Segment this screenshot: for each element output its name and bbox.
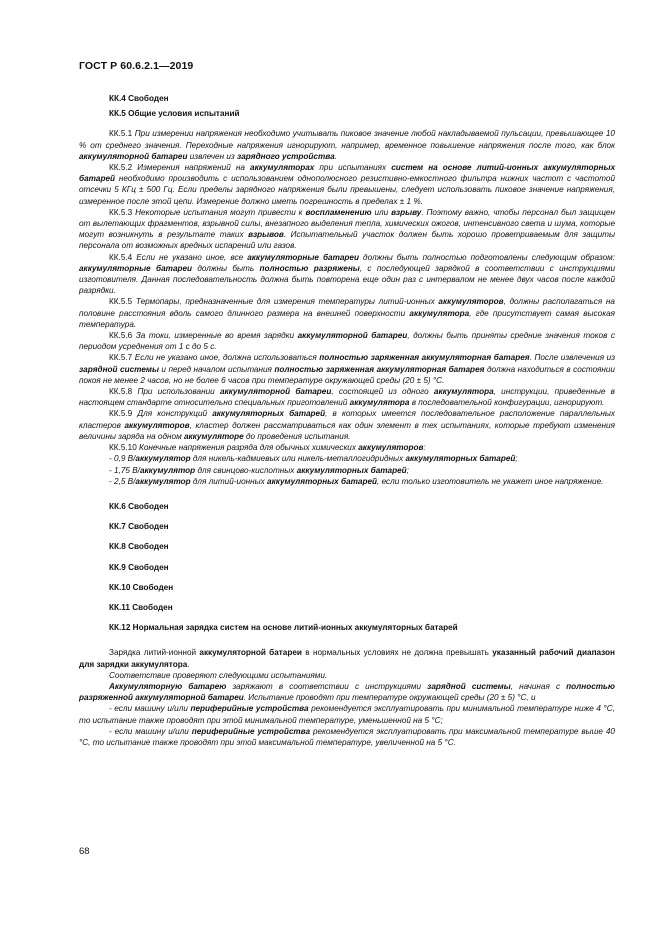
para-text: Зарядка литий-ионной [109, 648, 200, 658]
term: Аккумуляторную батарею [109, 681, 227, 691]
clause-kk5-3 [79, 207, 615, 252]
term: аккумулятор [135, 476, 191, 486]
term-charger: зарядного устройства [237, 151, 335, 161]
term: аккумуляторе [183, 431, 244, 441]
clause-kk5-7 [79, 352, 615, 386]
clause-text: . После извлечения из [529, 353, 615, 363]
list-text: рекомендуется эксплуатировать при максимальной температуре выше 40 °С, то испытание также проводят при этой максимальной температуре, увеличенной на 5 °С. [79, 726, 615, 747]
list-text: - 0,9 В/ [109, 454, 136, 464]
term: аккумулятора [433, 387, 494, 397]
clause-kk5-4 [79, 252, 615, 297]
clause-number: КК.5.4 [109, 252, 137, 262]
clause-text: извлечен из [187, 151, 238, 161]
clause-text: . Испытательный участок должен быть хорошо проветриваемым для защиты персонала от возможных вредных испарений или газов. [79, 230, 616, 251]
clause-number: КК.5.7 [109, 353, 135, 363]
term-battery: аккумуляторной батареи [79, 151, 188, 161]
clause-text: , с последующей зарядкой в соответствии с инструкциями изготовителя. Данная последовательность должна быть повторена еще один раз с интервалом не менее двух часов после каждой разрядки. [79, 263, 616, 296]
clause-text: , состоящей из одного [331, 387, 434, 397]
clause-text: необходимо производить с использованием однополюсного резистивно-емкостного фильтра нижних частот с частотой отсечки 5 КГц ± 500 Гц. Если пределы зарядного напряжения были превышены, следует использовать пиковое значение напряжения, измеренное после этой цепи. Измерение должно иметь погрешность в пределах ± 1 %. [79, 174, 615, 206]
list-text: для литий-ионных [190, 476, 268, 486]
term: аккумуляторные батареи [79, 263, 193, 273]
voltage-list-item-lead-acid [79, 465, 615, 476]
clause-number: КК.5.8 [109, 387, 138, 397]
section-kk10-title: КК.10 Свободен [109, 582, 174, 592]
standard-header: ГОСТ Р 60.6.2.1—2019 [79, 60, 194, 72]
term: полностью заряженная аккумуляторная батарея [274, 364, 485, 374]
section-kk8-title: КК.8 Свободен [109, 542, 169, 552]
term: аккумуляторов [124, 420, 190, 430]
clause-text: . [334, 151, 337, 161]
clause-text: Если не указано иное, должна использоваться [134, 353, 320, 363]
term: периферийные устройства [191, 726, 311, 736]
clause-text: или [371, 207, 392, 217]
document-body [79, 93, 615, 748]
clause-text: , где присутствует самая высокая температура. [79, 308, 615, 329]
term: аккумулятор [139, 465, 196, 475]
list-text: - если машину и/или [109, 726, 192, 736]
clause-number: КК.5.6 [109, 331, 136, 341]
list-text: рекомендуется эксплуатировать при минимальной температуре ниже 4 °С, то испытание также проводят при этой минимальной температуре, уменьшенной на 5 °С; [79, 704, 615, 725]
term: полностью разряжены [259, 263, 360, 273]
clause-number: КК.5.2 [109, 163, 138, 173]
voltage-list-item-li-ion [79, 476, 615, 487]
clause-text: За токи, измеренные во время зарядки [135, 331, 298, 341]
term: аккумуляторов [438, 297, 504, 307]
clause-text: , в которых имеется последовательное расположение параллельных кластеров [79, 409, 615, 430]
section-kk9-title: КК.9 Свободен [109, 562, 169, 572]
clause-number: КК.5.10 [109, 443, 140, 453]
para-text: заряжают в соответствии с инструкциями [226, 681, 428, 691]
clause-text: и перед началом испытания [158, 364, 275, 374]
term: аккумуляторах [250, 163, 315, 173]
clause-text: должны быть полностью подготовлены следующим образом: [358, 252, 616, 262]
kk12-list-item-max-temp [79, 726, 615, 748]
kk12-paragraph-3 [79, 681, 615, 703]
clause-kk5-9 [79, 408, 615, 442]
page-number: 68 [79, 846, 90, 857]
para-text: в нормальных условиях не должна превышать [301, 648, 493, 658]
list-text: , если только изготовитель не укажет иное напряжение. [377, 476, 604, 486]
term: аккумуляторных батарей [405, 454, 516, 464]
term: зарядной системы [427, 681, 511, 691]
kk12-compliance-note: Соответствие проверяют следующими испытаниями. [109, 670, 328, 680]
para-text: , начиная с [510, 681, 567, 691]
clause-kk5-5 [79, 296, 615, 330]
term: аккумуляторные батареи [247, 252, 359, 262]
clause-text: Конечные напряжения разряда для обычных химических [139, 443, 359, 453]
voltage-list-item-nicd [79, 453, 615, 464]
list-text: - 1,75 В/ [109, 465, 140, 475]
term: аккумуляторных батарей [212, 409, 326, 419]
clause-text: до проведения испытания. [243, 431, 351, 441]
list-text: - если машину и/или [109, 704, 191, 714]
clause-text: Некоторые испытания могут привести к [135, 207, 306, 217]
para-text: . Испытание проводят при температуре окружающей среды (20 ± 5) °С, и [243, 693, 536, 703]
term: аккумуляторной батареи [199, 648, 302, 658]
list-text: - 2,5 В/ [109, 476, 136, 486]
clause-text: , должны быть приняты средние значения токов с периодом усреднения от 1 с до 5 с. [79, 331, 615, 352]
term: систем на основе литий-ионных аккумуляторных батарей [79, 163, 615, 184]
clause-text: . Поэтому важно, чтобы персонал был защищен от вылетающих фрагментов, взрывной силы, внезапного выделения тепла, химических ожогов, интенсивного света и шума, которые могут возникнуть в результате таких [79, 207, 615, 240]
clause-text: При измерении напряжения необходимо учитывать пиковое значение любой накладываемой пульсации, превышающее 10 % от среднего значения. Переходные напряжения игнорируют, например, временное повышение напряжения после того, как блок [79, 129, 615, 150]
term: аккумуляторных батарей [296, 465, 407, 475]
list-text: ; [515, 454, 518, 464]
term: зарядной системы [79, 364, 159, 374]
section-kk4-title: КК.4 Свободен [109, 94, 169, 103]
kk12-list-item-min-temp [79, 703, 615, 725]
term: аккумуляторной батареи [297, 331, 408, 341]
clause-text: должна находиться в состоянии покоя не менее 2 часов, но не более 6 часов при температуре окружающей среды (20 ± 5) °С. [79, 364, 615, 385]
term: полностью разряженной аккумуляторной батареи [79, 681, 615, 703]
clause-text: должны быть [192, 263, 260, 273]
section-kk5-title: КК.5 Общие условия испытаний [109, 109, 240, 119]
term: периферийные устройства [190, 704, 309, 714]
clause-text: , инструкции, приведенные в настоящем стандарте относительно специальных приготовлений [79, 387, 615, 408]
term: аккумуляторных батарей [267, 476, 378, 486]
term: аккумуляторов [358, 443, 424, 453]
term: аккумулятора [349, 398, 410, 408]
clause-text: в последовательной конфигурации, игнорируют. [409, 398, 605, 408]
section-kk12-title: КК.12 Нормальная зарядка систем на основе литий-ионных аккумуляторных батарей [109, 623, 458, 633]
section-kk6-title: КК.6 Свободен [109, 501, 169, 511]
section-kk7-title: КК.7 Свободен [109, 522, 169, 532]
clause-text: : [423, 443, 426, 453]
clause-number: КК.5.9 [109, 409, 138, 419]
clause-number: КК.5.3 [109, 207, 136, 217]
para-text: . [187, 659, 190, 669]
clause-text: , кластер должен рассматриваться как один элемент в тех испытаниях, которые требуют изменения величины заряда на одном [79, 420, 615, 441]
clause-text: Если не указано иное, все [136, 252, 248, 262]
clause-text: Измерения напряжений на [137, 163, 251, 173]
clause-text: при испытаниях [314, 163, 392, 173]
term: аккумулятор [135, 454, 191, 464]
clause-text: Термопары, предназначенные для измерения температуры литий-ионных [135, 297, 439, 307]
list-text: для никель-кадмиевых или никель-металлогидридных [190, 454, 406, 464]
clause-text: Для конструкций [137, 409, 213, 419]
clause-text: , должны располагаться на половине расстояния вдоль самого длинного размера на внешней поверхности [79, 297, 615, 318]
clause-kk5-2 [79, 162, 615, 207]
term: аккумулятора [409, 308, 470, 318]
term: полностью заряженная аккумуляторная батарея [319, 353, 530, 363]
clause-text: При использовании [137, 387, 220, 397]
term: указанный рабочий диапазон для зарядки аккумулятора [79, 648, 615, 669]
list-text: ; [406, 465, 409, 475]
term: воспламенению [305, 207, 372, 217]
clause-kk5-1 [79, 128, 615, 162]
term: аккумуляторной батареи [219, 387, 332, 397]
term: взрывов [248, 230, 284, 240]
clause-number: КК.5.5 [109, 297, 136, 307]
clause-kk5-10 [79, 442, 615, 453]
kk12-paragraph-1 [79, 647, 615, 669]
clause-number: КК.5.1 [109, 129, 135, 139]
clause-kk5-8 [79, 386, 615, 408]
term: взрыву [391, 207, 422, 217]
clause-kk5-6 [79, 330, 615, 352]
list-text: для свинцово-кислотных [195, 465, 297, 475]
section-kk11-title: КК.11 Свободен [109, 602, 173, 612]
